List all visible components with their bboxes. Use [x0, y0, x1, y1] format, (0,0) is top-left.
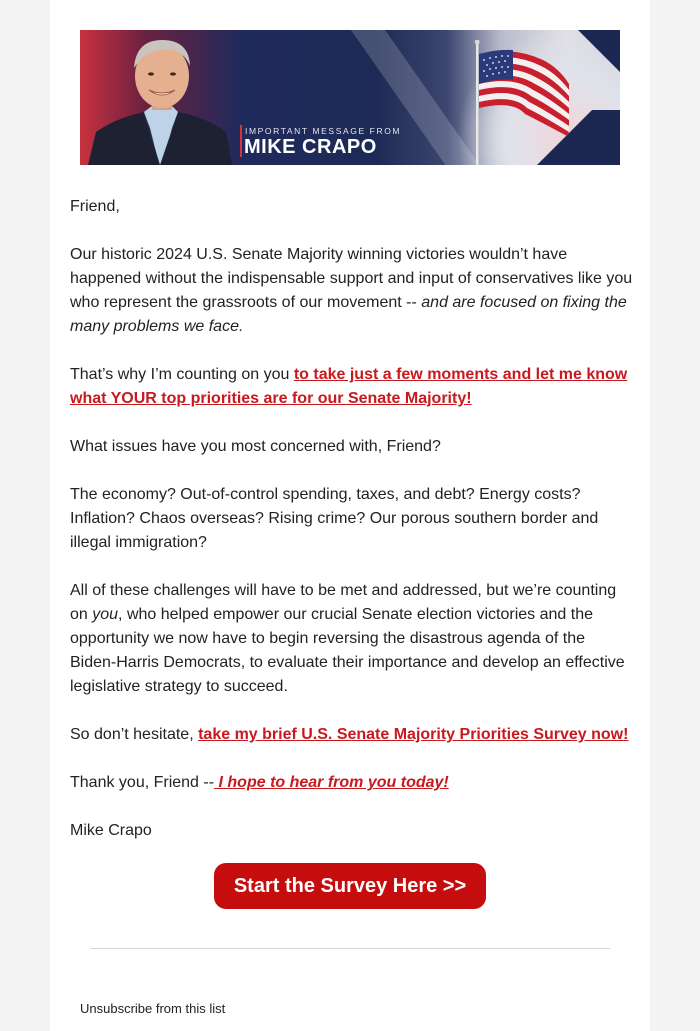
paragraph-hesitate-text: So don’t hesitate, — [70, 726, 199, 743]
paragraph-challenges-after: , who helped empower our crucial Senate election victories and the opportunity we now have to begin reversing the disastrous agenda of the Biden-Harris Democrats, to evaluate their importance and develop an effective legislative strategy to succeed. — [70, 606, 625, 695]
paragraph-hesitate — [70, 723, 634, 747]
paragraph-ask — [70, 363, 634, 411]
american-flag — [473, 40, 573, 165]
caption-accent-bar — [240, 125, 242, 157]
paragraph-intro — [70, 243, 634, 339]
paragraph-challenges-before: All of these challenges will have to be met and addressed, but we’re counting on — [70, 582, 617, 623]
banner-caption-small: IMPORTANT MESSAGE FROM — [245, 126, 402, 136]
paragraph-challenges-italic: you — [92, 606, 119, 623]
paragraph-thanks — [70, 771, 634, 795]
banner-corner-top — [578, 30, 620, 72]
greeting: Friend, — [70, 198, 120, 215]
paragraph-challenges — [70, 579, 634, 699]
paragraph-ask-text: That’s why I’m counting on you — [70, 366, 294, 383]
header-banner — [80, 30, 620, 165]
senator-portrait — [86, 32, 234, 165]
signature: Mike Crapo — [70, 822, 152, 839]
survey-now-link[interactable]: take my brief U.S. Senate Majority Priorities Survey now! — [198, 726, 629, 743]
paragraph-question: What issues have you most concerned with, Friend? — [70, 438, 441, 455]
footer-divider — [90, 948, 610, 949]
start-survey-button[interactable]: Start the Survey Here >> — [214, 863, 486, 909]
paragraph-issues: The economy? Out-of-control spending, taxes, and debt? Energy costs? Inflation? Chaos overseas? Rising crime? Our porous southern border and illegal immigration? — [70, 486, 599, 551]
email-container — [50, 0, 650, 1031]
paragraph-intro-italic: and are focused on fixing the many problems we face. — [70, 294, 627, 335]
banner-caption-name: MIKE CRAPO — [244, 136, 377, 158]
email-body — [70, 195, 634, 867]
priorities-survey-link[interactable]: to take just a few moments and let me know what YOUR top priorities are for our Senate Majority! — [70, 366, 628, 407]
unsubscribe-link[interactable]: Unsubscribe from this list — [80, 1001, 226, 1016]
hear-from-you-link[interactable]: I hope to hear from you today! — [214, 774, 449, 791]
paragraph-thanks-text: Thank you, Friend -- — [70, 774, 215, 791]
paragraph-intro-text: Our historic 2024 U.S. Senate Majority winning victories wouldn’t have happened without the indispensable support and input of conservatives like you who represent the grassroots of our movement -- — [70, 246, 633, 311]
